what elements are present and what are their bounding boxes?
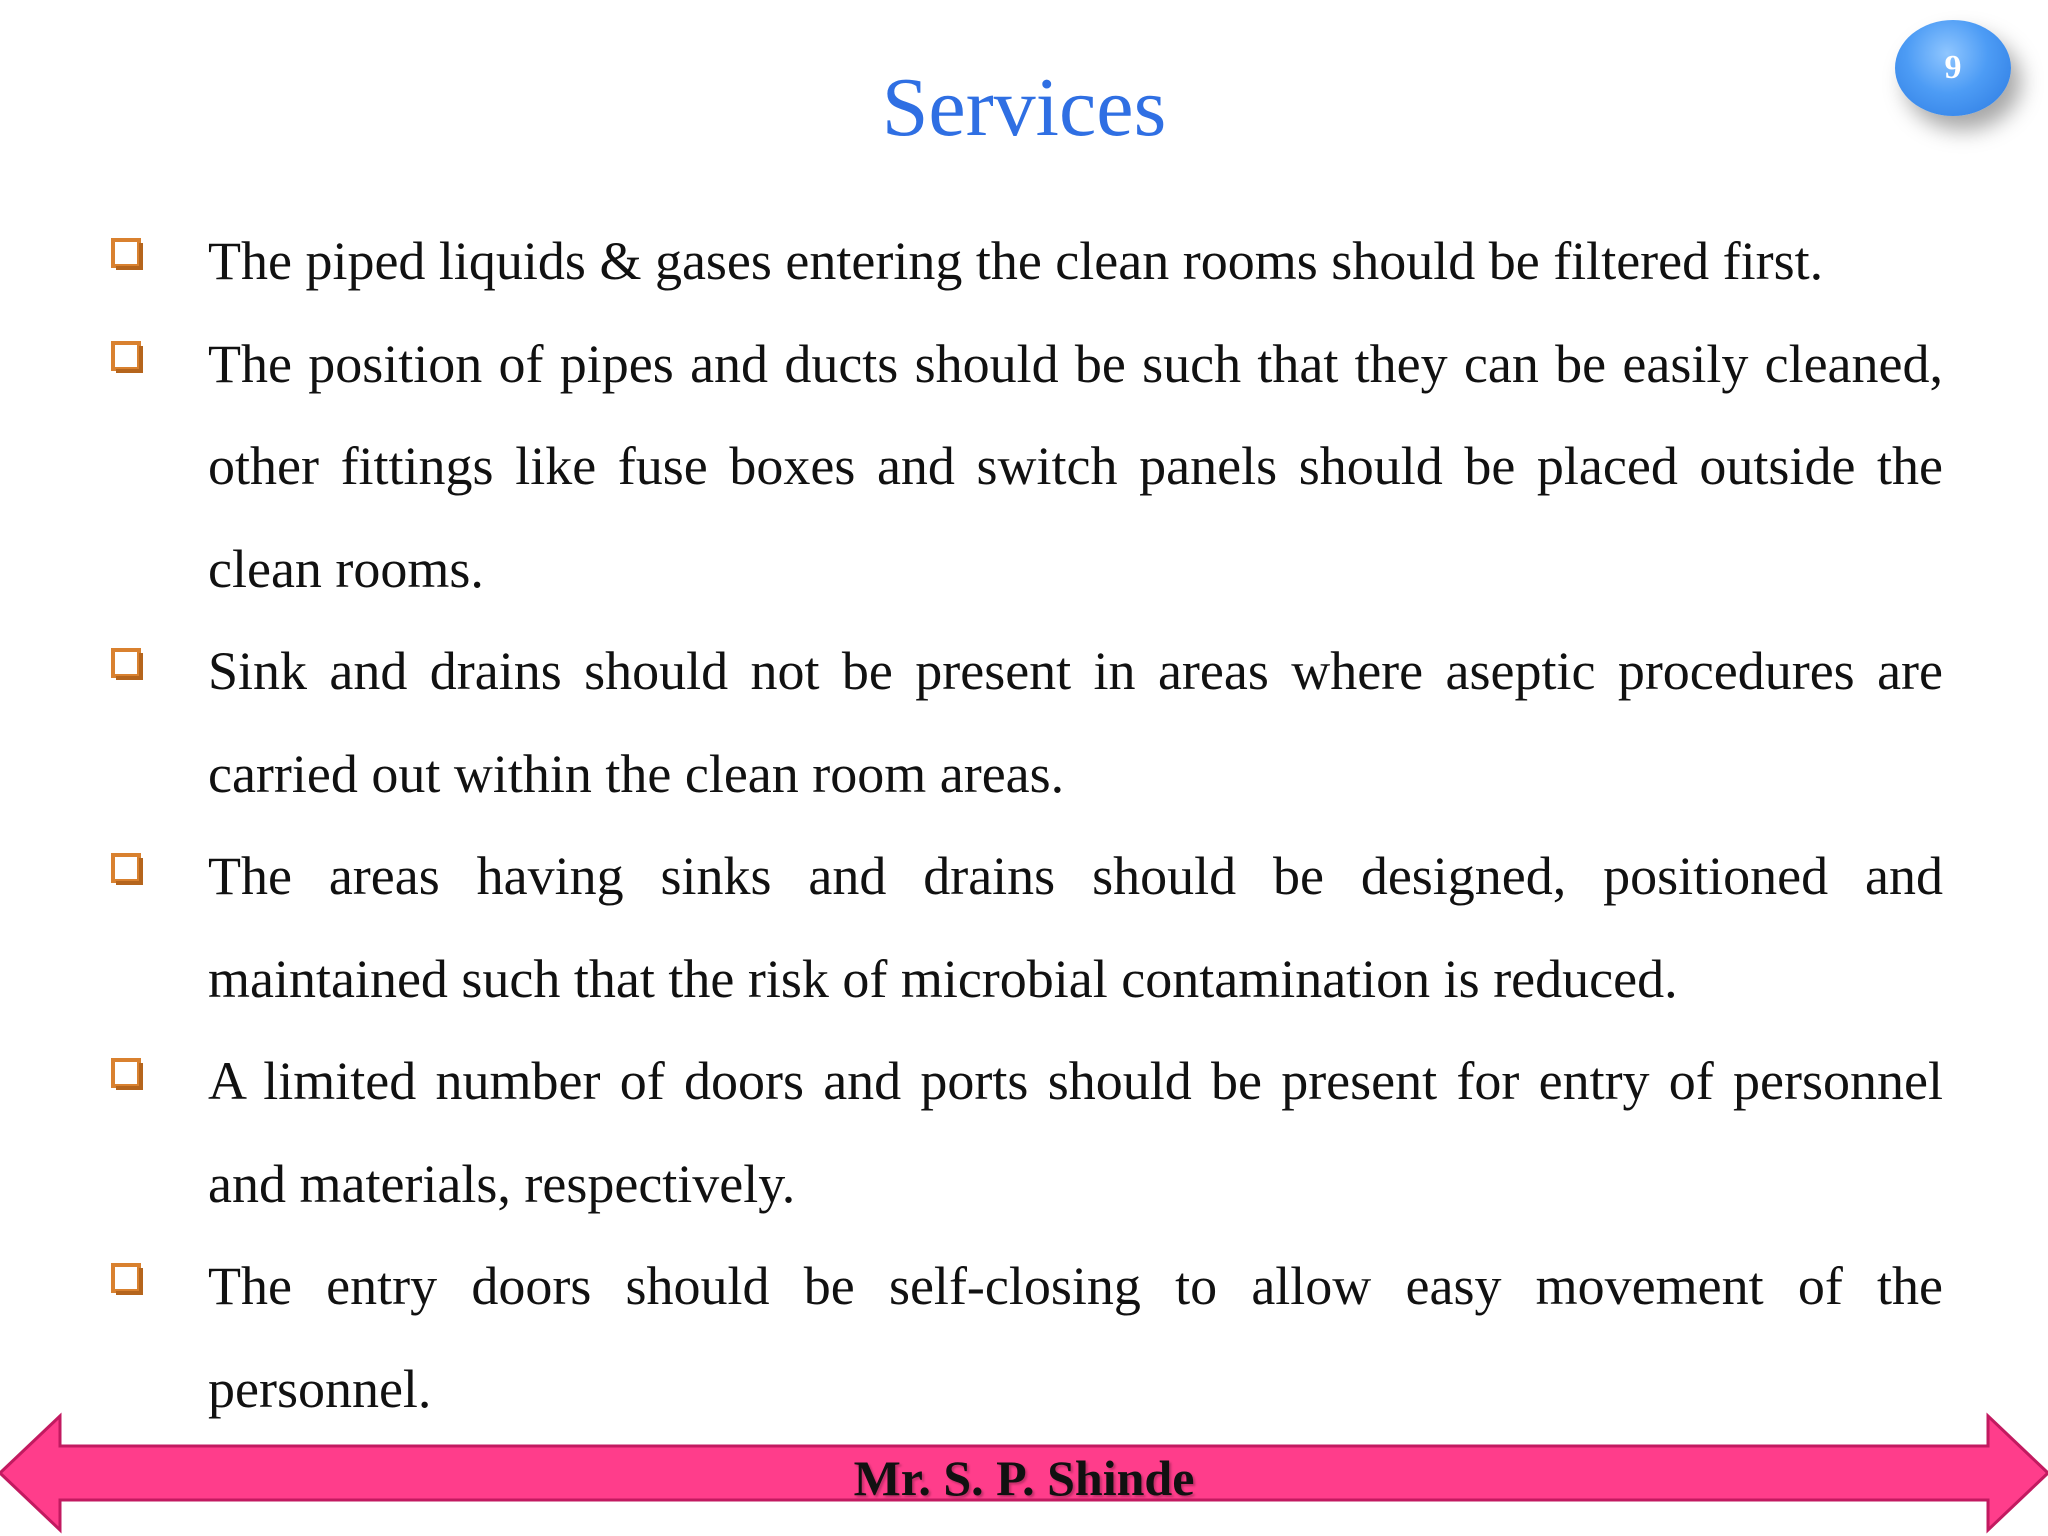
hollow-square-bullet-icon — [110, 852, 144, 886]
author-name: Mr. S. P. Shinde — [853, 1450, 1195, 1506]
bullet-item — [108, 825, 1943, 1030]
bullet-item — [108, 620, 1943, 825]
footer-banner — [0, 1410, 2048, 1536]
slide-title: Services — [881, 61, 1167, 154]
hollow-square-bullet-icon — [110, 647, 144, 681]
bullet-text: The piped liquids & gases entering the clean rooms should be filtered first. — [208, 231, 1824, 291]
bullet-item — [108, 313, 1943, 621]
hollow-square-bullet-icon — [110, 1057, 144, 1091]
bullet-text: The position of pipes and ducts should be such that they can be easily cleaned, other fittings like fuse boxes and switch panels should be placed outside the clean rooms. — [208, 333, 1943, 599]
bullet-text: The entry doors should be self-closing to allow easy movement of the personnel. — [208, 1256, 1943, 1419]
hollow-square-bullet-icon — [110, 340, 144, 374]
bullet-text: The areas having sinks and drains should be designed, positioned and maintained such that the risk of microbial contamination is reduced. — [208, 846, 1943, 1009]
hollow-square-bullet-icon — [110, 1262, 144, 1296]
page-number-badge: 9 — [1895, 20, 2011, 116]
bullet-list — [108, 210, 1943, 1440]
bullet-item — [108, 210, 1943, 313]
bullet-text: A limited number of doors and ports should be present for entry of personnel and materials, respectively. — [208, 1051, 1943, 1214]
bullet-text: Sink and drains should not be present in areas where aseptic procedures are carried out within the clean room areas. — [208, 641, 1943, 804]
hollow-square-bullet-icon — [110, 237, 144, 271]
bullet-item — [108, 1030, 1943, 1235]
